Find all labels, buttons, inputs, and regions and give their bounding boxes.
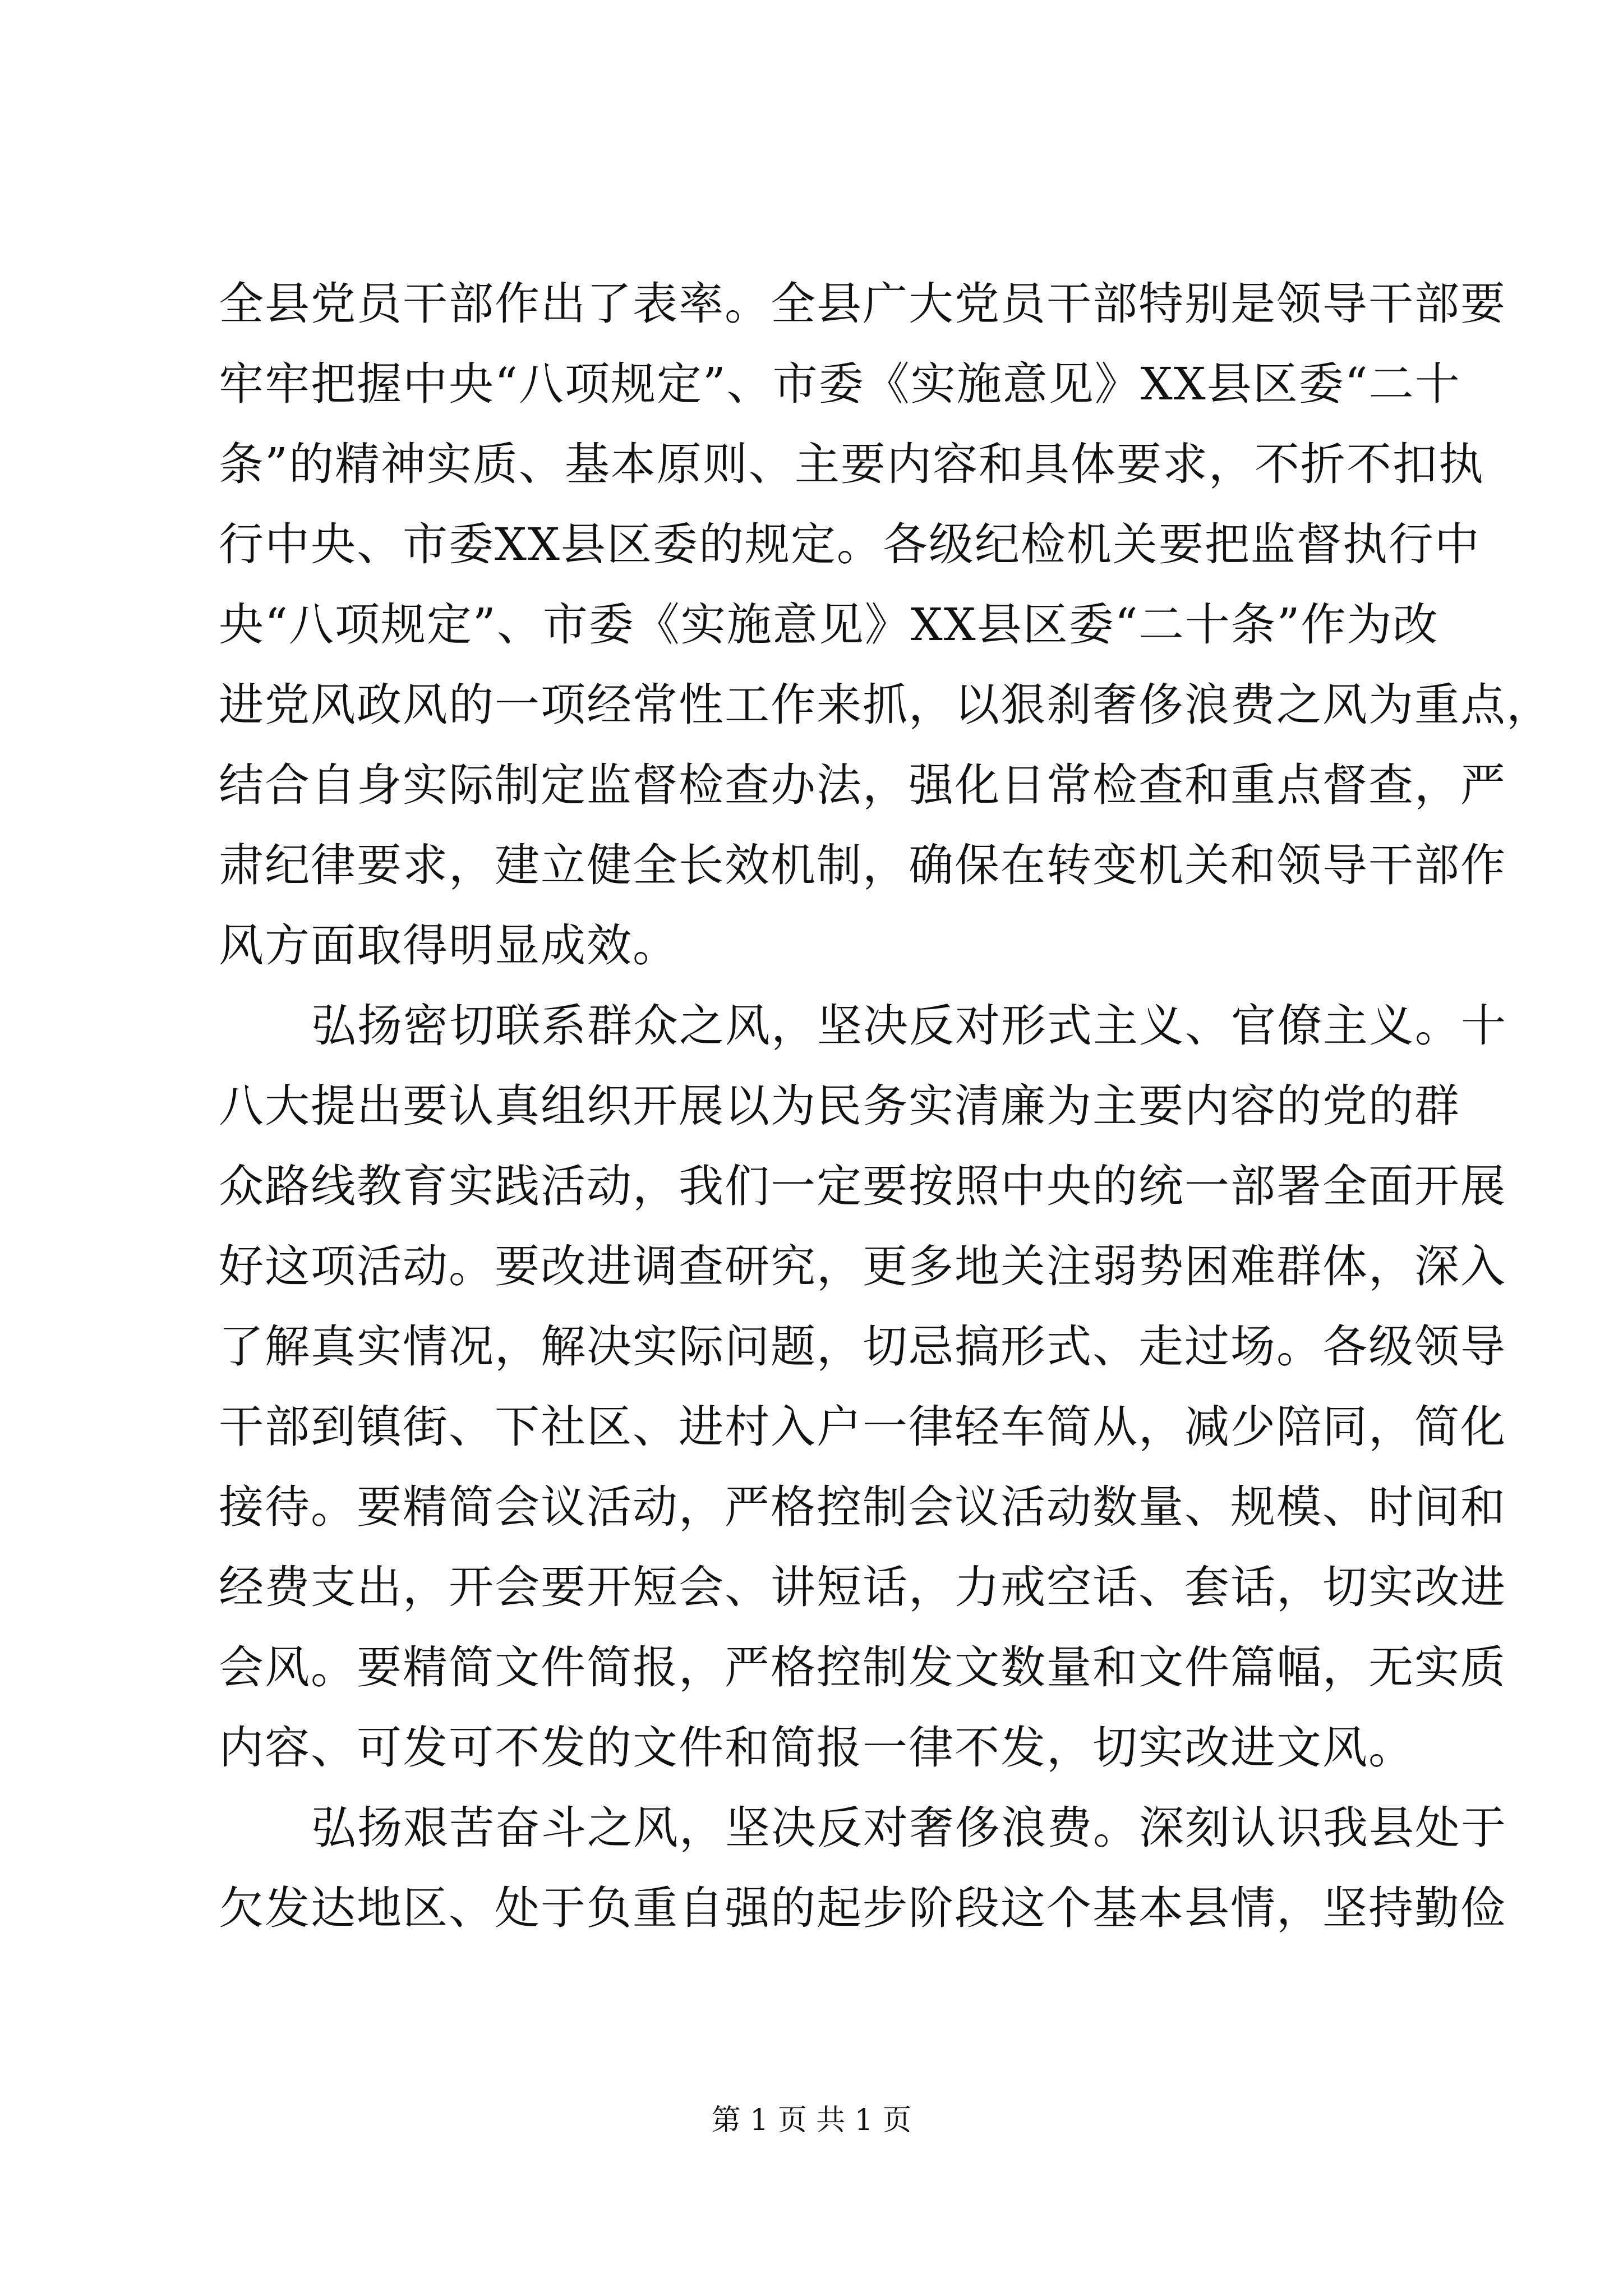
text-line: 条”的精神实质、基本原则、主要内容和具体要求，不折不扣执 [219,438,1484,490]
text-line: 进党风政风的一项经常性工作来抓，以狠刹奢侈浪费之风为重点， [219,679,1552,731]
paragraph-first-line: 弘扬密切联系群众之风，坚决反对形式主义、官僚主义。十 [311,1000,1507,1052]
document-body [219,264,1552,1948]
text-line: 央“八项规定”、市委《实施意见》XX县区委“二十条”作为改 [219,599,1439,651]
text-line: 了解真实情况，解决实际问题，切忌搞形式、走过场。各级领导 [219,1320,1506,1373]
text-line: 干部到镇街、下社区、进村入户一律轻车简从，减少陪同，简化 [219,1401,1506,1453]
page-number: 第 1 页 共 1 页 [711,2104,912,2137]
text-line: 接待。要精简会议活动，严格控制会议活动数量、规模、时间和 [219,1481,1506,1533]
text-line: 结合自身实际制定监督检查办法，强化日常检查和重点督查，严 [219,759,1506,811]
text-line: 牢牢把握中央“八项规定”、市委《实施意见》XX县区委“二十 [219,358,1461,410]
text-line: 会风。要精简文件简报，严格控制发文数量和文件篇幅，无实质 [219,1641,1506,1694]
text-line: 行中央、市委XX县区委的规定。各级纪检机关要把监督执行中 [219,518,1481,570]
text-line: 内容、可发可不发的文件和简报一律不发，切实改进文风。 [219,1722,1414,1774]
text-line: 好这项活动。要改进调查研究，更多地关注弱势困难群体，深入 [219,1240,1506,1292]
text-line: 全县党员干部作出了表率。全县广大党员干部特别是领导干部要 [219,278,1506,330]
text-line: 肃纪律要求，建立健全长效机制，确保在转变机关和领导干部作 [219,839,1506,891]
text-line: 经费支出，开会要开短会、讲短话，力戒空话、套话，切实改进 [219,1561,1506,1613]
text-line: 众路线教育实践活动，我们一定要按照中央的统一部署全面开展 [219,1160,1506,1212]
text-line: 八大提出要认真组织开展以为民务实清廉为主要内容的党的群 [219,1080,1460,1132]
paragraph-first-line: 弘扬艰苦奋斗之风，坚决反对奢侈浪费。深刻认识我县处于 [311,1802,1507,1854]
text-line: 风方面取得明显成效。 [219,919,679,972]
text-line: 欠发达地区、处于负重自强的起步阶段这个基本县情，坚持勤俭 [219,1882,1506,1934]
